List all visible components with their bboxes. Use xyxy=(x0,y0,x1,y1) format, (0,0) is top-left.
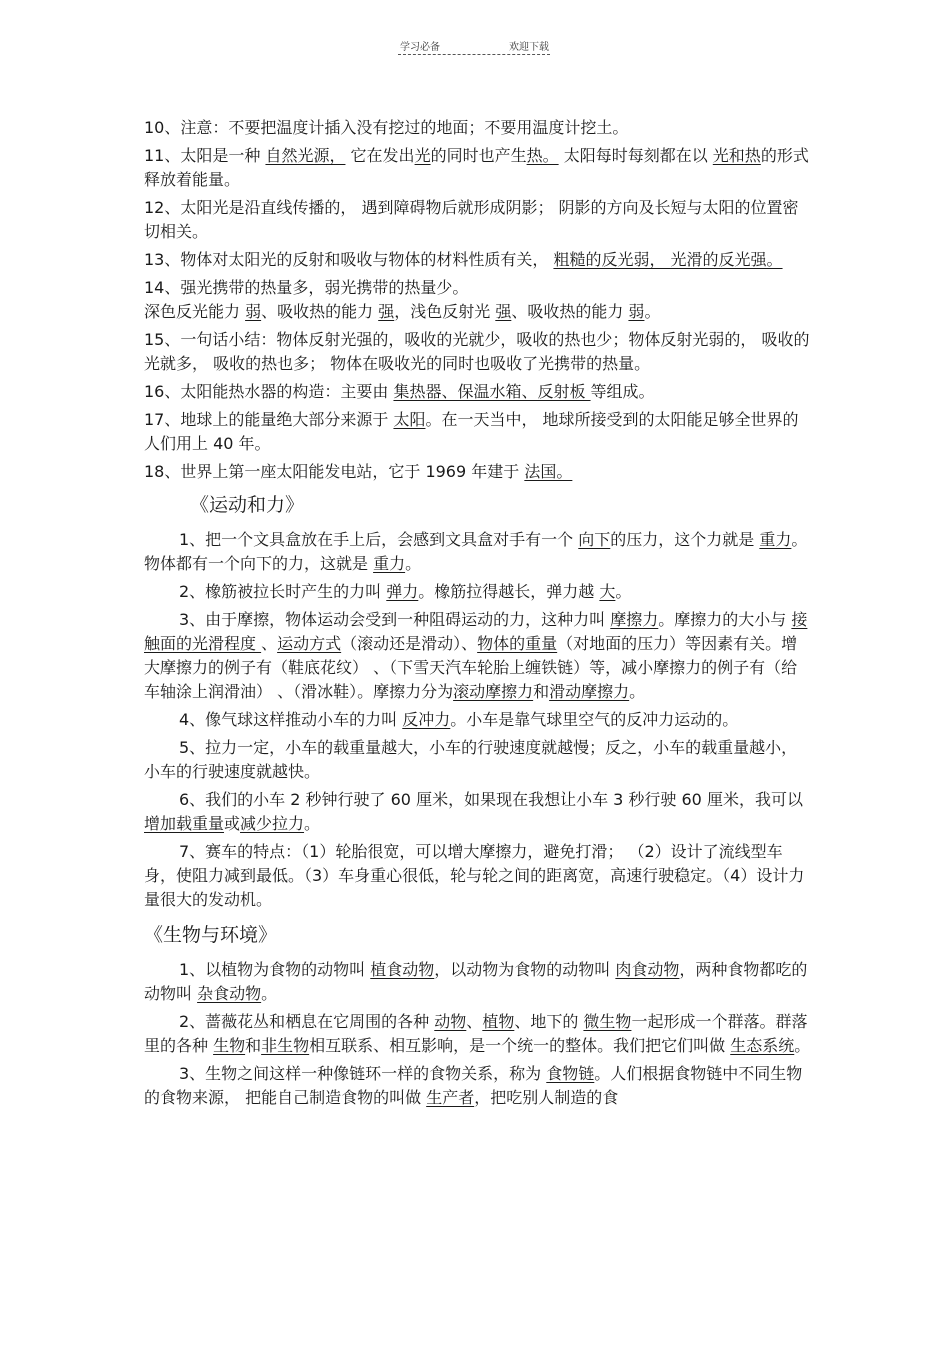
answer-blank: 大 xyxy=(599,582,616,601)
document-body xyxy=(144,116,812,1114)
answer-blank: 粗糙的反光弱， 光滑的反光强。 xyxy=(553,250,783,269)
text: 。 xyxy=(615,582,632,601)
header-right-text: 欢迎下载 xyxy=(509,42,549,53)
answer-blank: 向下 xyxy=(578,530,611,549)
bio-item-3 xyxy=(144,1062,812,1110)
text: 、吸收热的能力 xyxy=(511,302,629,321)
answer-blank: 弹力 xyxy=(386,582,419,601)
page-header xyxy=(0,38,950,58)
answer-blank: 热。 xyxy=(526,146,559,165)
text: ，两种食物都吃的动物叫 xyxy=(144,960,808,1003)
text: 、地下的 xyxy=(514,1012,584,1031)
text: 17、地球上的能量绝大部分来源于 xyxy=(144,410,394,429)
text: 相互联系、相互影响，是一个统一的整体。我们把它们叫做 xyxy=(309,1036,731,1055)
section-title-biology-environment: 《生物与环境》 xyxy=(144,924,278,946)
answer-blank: 自然光源， xyxy=(265,146,346,165)
item-14: 14、强光携带的热量多，弱光携带的热量少。 xyxy=(144,278,469,297)
text: 6、我们的小车 2 秒钟行驶了 60 厘米，如果现在我想让小车 3 秒行驶 60 厘米，我可以 xyxy=(179,790,803,809)
text: 、 xyxy=(466,1012,483,1031)
text: 。摩擦力的大小与 xyxy=(658,610,792,629)
answer-blank: 生态系统 xyxy=(730,1036,795,1055)
item-13 xyxy=(144,248,812,272)
answer-blank: 增加载重量 xyxy=(144,814,225,833)
text: 。在一天当中， 地球所接受到的太阳能足够全世界的人们用上 40 年。 xyxy=(144,410,799,453)
answer-blank: 杂食动物 xyxy=(197,984,262,1003)
header-rule xyxy=(398,54,550,55)
answer-blank: 接触面的光滑程度 xyxy=(144,610,808,653)
motion-item-4 xyxy=(144,708,812,732)
answer-blank: 减少拉力 xyxy=(240,814,305,833)
text: （对地面的压力）等因素有关。增大摩擦力的例子有（鞋底花纹） 、（下雪天汽车轮胎上缠铁链）等，减小摩擦力的例子有（给车轴涂上润滑油） 、（滑冰鞋）。摩擦力分为 xyxy=(144,634,798,701)
answer-blank: 法国。 xyxy=(524,462,573,481)
text: 。 xyxy=(794,1036,811,1055)
text: 。 xyxy=(629,682,646,701)
answer-blank: 集热器、保温水箱、反射板 xyxy=(393,382,591,401)
section-title-motion-force: 《运动和力》 xyxy=(190,494,305,516)
text: 的形式释放着能量。 xyxy=(144,146,809,189)
answer-blank: 强 xyxy=(495,302,512,321)
text: 等组成。 xyxy=(590,382,655,401)
motion-item-2 xyxy=(144,580,812,604)
answer-blank: 重力 xyxy=(373,554,406,573)
answer-blank: 弱 xyxy=(245,302,262,321)
text: 11、太阳是一种 xyxy=(144,146,266,165)
item-17 xyxy=(144,408,812,456)
item-10: 10、注意：不要把温度计插入没有挖过的地面；不要用温度计挖土。 xyxy=(144,118,629,137)
text: 。 xyxy=(304,814,321,833)
text: 。物体都有一个向下的力，这就是 xyxy=(144,530,808,573)
text: 。 xyxy=(405,554,422,573)
motion-item-3 xyxy=(144,608,812,704)
motion-item-7: 7、赛车的特点：（1）轮胎很宽，可以增大摩擦力，避免打滑； （2）设计了流线型车身，使阻力减到最低。（3）车身重心很低，轮与轮之间的距离宽，高速行驶稳定。（4）设计力量很大的发动机。 xyxy=(144,842,805,909)
answer-blank: 太阳 xyxy=(393,410,426,429)
text: 的同时也产生 xyxy=(430,146,527,165)
text: 。 xyxy=(261,984,278,1003)
item-16 xyxy=(144,380,812,404)
text: 和 xyxy=(533,682,550,701)
item-18 xyxy=(144,460,812,484)
answer-blank: 弱 xyxy=(628,302,645,321)
text: 它在发出 xyxy=(345,146,415,165)
text: 2、橡筋被拉长时产生的力叫 xyxy=(179,582,387,601)
text: 。人们根据食物链中不同生物的食物来源， 把能自己制造食物的叫做 xyxy=(144,1064,803,1107)
text: ，以动物为食物的动物叫 xyxy=(434,960,616,979)
text: ，把吃别人制造的食 xyxy=(474,1088,619,1107)
text: 1、把一个文具盒放在手上后，会感到文具盒对手有一个 xyxy=(179,530,579,549)
answer-blank: 微生物 xyxy=(583,1012,632,1031)
text: （滚动还是滑动）、 xyxy=(341,634,478,653)
answer-blank: 运动方式 xyxy=(277,634,342,653)
text: 。小车是靠气球里空气的反冲力运动的。 xyxy=(450,710,739,729)
answer-blank: 食物链 xyxy=(546,1064,595,1083)
answer-blank: 摩擦力 xyxy=(610,610,659,629)
item-14-detail xyxy=(144,300,812,324)
text: 和 xyxy=(245,1036,262,1055)
motion-item-5: 5、拉力一定，小车的载重量越大，小车的行驶速度就越慢；反之，小车的载重量越小，小车的行驶速度就越快。 xyxy=(144,738,798,781)
answer-blank: 光和热 xyxy=(712,146,761,165)
answer-blank: 植食动物 xyxy=(370,960,435,979)
answer-blank: 肉食动物 xyxy=(615,960,680,979)
text: 2、蔷薇花丛和栖息在它周围的各种 xyxy=(179,1012,435,1031)
bio-item-2 xyxy=(144,1010,812,1058)
answer-blank: 生产者 xyxy=(426,1088,475,1107)
answer-blank: 强 xyxy=(378,302,395,321)
text: 、 xyxy=(261,634,278,653)
text: 一起形成一个群落。群落里的各种 xyxy=(144,1012,808,1055)
answer-blank: 动物 xyxy=(434,1012,467,1031)
text: 1、以植物为食物的动物叫 xyxy=(179,960,371,979)
answer-blank: 滑动摩擦力 xyxy=(549,682,630,701)
answer-blank: 生物 xyxy=(213,1036,246,1055)
text: 太阳每时每刻都在以 xyxy=(558,146,713,165)
text: 16、太阳能热水器的构造：主要由 xyxy=(144,382,394,401)
text: ，浅色反射光 xyxy=(394,302,496,321)
item-15: 15、一句话小结：物体反射光强的，吸收的光就少，吸收的热也少；物体反射光弱的， 吸收的光就多， 吸收的热也多； 物体在吸收光的同时也吸收了光携带的热量。 xyxy=(144,330,810,373)
text: 18、世界上第一座太阳能发电站，它于 1969 年建于 xyxy=(144,462,525,481)
motion-item-1 xyxy=(144,528,812,576)
item-12: 12、太阳光是沿直线传播的， 遇到障碍物后就形成阴影； 阴影的方向及长短与太阳的位置密切相关。 xyxy=(144,198,799,241)
answer-blank: 物体的重量 xyxy=(477,634,558,653)
answer-blank: 非生物 xyxy=(261,1036,310,1055)
text: 。 xyxy=(644,302,661,321)
text: 3、生物之间这样一种像链环一样的食物关系，称为 xyxy=(179,1064,547,1083)
text: 4、像气球这样推动小车的力叫 xyxy=(179,710,403,729)
text: 的压力，这个力就是 xyxy=(610,530,760,549)
header-left-text: 学习必备 xyxy=(400,42,440,53)
bio-item-1 xyxy=(144,958,812,1006)
text: 深色反光能力 xyxy=(144,302,246,321)
answer-blank: 重力 xyxy=(759,530,792,549)
answer-blank: 滚动摩擦力 xyxy=(453,682,534,701)
text: 或 xyxy=(224,814,241,833)
answer-blank: 植物 xyxy=(482,1012,515,1031)
text: 13、物体对太阳光的反射和吸收与物体的材料性质有关， xyxy=(144,250,554,269)
text: 。橡筋拉得越长，弹力越 xyxy=(418,582,600,601)
item-11 xyxy=(144,144,812,192)
motion-item-6 xyxy=(144,788,812,836)
answer-blank: 光 xyxy=(414,146,431,165)
answer-blank: 反冲力 xyxy=(402,710,451,729)
text: 、吸收热的能力 xyxy=(261,302,379,321)
text: 3、由于摩擦，物体运动会受到一种阻碍运动的力，这种力叫 xyxy=(179,610,611,629)
